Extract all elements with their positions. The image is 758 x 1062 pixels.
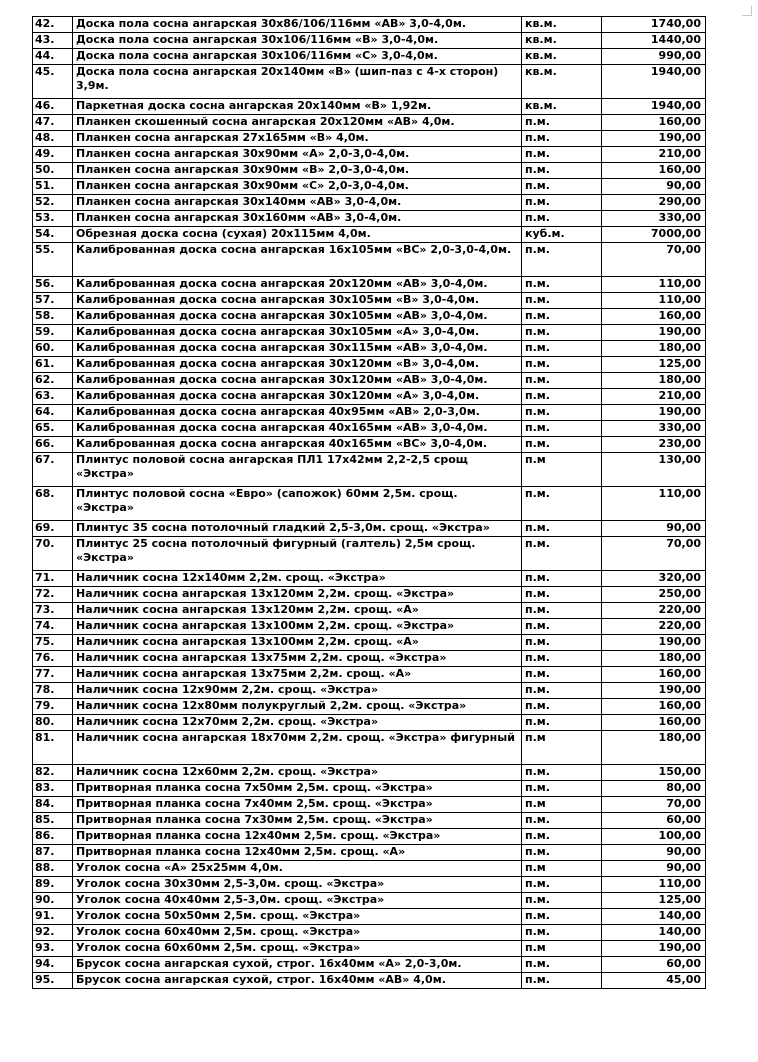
table-row: [33, 957, 706, 973]
table-row: [33, 195, 706, 211]
product-name: Паркетная доска сосна ангарская 20х140мм «В» 1,92м.: [73, 99, 522, 115]
row-number: 82.: [33, 765, 73, 781]
product-name: Калиброванная доска сосна ангарская 30х115мм «АВ» 3,0-4,0м.: [73, 341, 522, 357]
unit-of-measure: п.м.: [522, 909, 602, 925]
unit-of-measure: п.м.: [522, 309, 602, 325]
row-number: 49.: [33, 147, 73, 163]
table-row: [33, 453, 706, 487]
unit-of-measure: п.м.: [522, 521, 602, 537]
unit-of-measure: п.м.: [522, 243, 602, 277]
table-row: [33, 651, 706, 667]
row-number: 66.: [33, 437, 73, 453]
table-row: [33, 49, 706, 65]
unit-of-measure: кв.м.: [522, 17, 602, 33]
table-row: [33, 357, 706, 373]
row-number: 63.: [33, 389, 73, 405]
price-value: 160,00: [602, 115, 706, 131]
product-name: Плинтус 35 сосна потолочный гладкий 2,5-3,0м. срощ. «Экстра»: [73, 521, 522, 537]
table-row: [33, 877, 706, 893]
row-number: 92.: [33, 925, 73, 941]
table-row: [33, 437, 706, 453]
table-row: [33, 325, 706, 341]
unit-of-measure: п.м.: [522, 163, 602, 179]
price-value: 90,00: [602, 861, 706, 877]
unit-of-measure: кв.м.: [522, 33, 602, 49]
price-value: 190,00: [602, 325, 706, 341]
table-row: [33, 373, 706, 389]
row-number: 65.: [33, 421, 73, 437]
product-name: Притворная планка сосна 12х40мм 2,5м. срощ. «Экстра»: [73, 829, 522, 845]
price-value: 110,00: [602, 277, 706, 293]
product-name: Наличник сосна ангарская 18х70мм 2,2м. срощ. «Экстра» фигурный: [73, 731, 522, 765]
product-name: Доска пола сосна ангарская 30х86/106/116мм «АВ» 3,0-4,0м.: [73, 17, 522, 33]
product-name: Калиброванная доска сосна ангарская 30х105мм «АВ» 3,0-4,0м.: [73, 309, 522, 325]
price-value: 80,00: [602, 781, 706, 797]
row-number: 59.: [33, 325, 73, 341]
row-number: 81.: [33, 731, 73, 765]
row-number: 46.: [33, 99, 73, 115]
price-value: 1740,00: [602, 17, 706, 33]
row-number: 94.: [33, 957, 73, 973]
table-row: [33, 537, 706, 571]
product-name: Доска пола сосна ангарская 30х106/116мм «В» 3,0-4,0м.: [73, 33, 522, 49]
row-number: 79.: [33, 699, 73, 715]
unit-of-measure: п.м: [522, 797, 602, 813]
price-value: 190,00: [602, 941, 706, 957]
price-table-body: [33, 17, 706, 989]
price-value: 180,00: [602, 731, 706, 765]
unit-of-measure: п.м.: [522, 715, 602, 731]
price-value: 125,00: [602, 893, 706, 909]
unit-of-measure: п.м.: [522, 973, 602, 989]
table-row: [33, 115, 706, 131]
table-row: [33, 765, 706, 781]
product-name: Планкен скошенный сосна ангарская 20х120мм «АВ» 4,0м.: [73, 115, 522, 131]
table-row: [33, 309, 706, 325]
table-row: [33, 893, 706, 909]
product-name: Уголок сосна 50х50мм 2,5м. срощ. «Экстра»: [73, 909, 522, 925]
row-number: 60.: [33, 341, 73, 357]
unit-of-measure: п.м.: [522, 683, 602, 699]
row-number: 64.: [33, 405, 73, 421]
table-row: [33, 731, 706, 765]
price-value: 180,00: [602, 651, 706, 667]
price-value: 130,00: [602, 453, 706, 487]
product-name: Наличник сосна ангарская 13х75мм 2,2м. срощ. «Экстра»: [73, 651, 522, 667]
row-number: 87.: [33, 845, 73, 861]
unit-of-measure: п.м.: [522, 293, 602, 309]
product-name: Уголок сосна «А» 25х25мм 4,0м.: [73, 861, 522, 877]
unit-of-measure: п.м.: [522, 845, 602, 861]
table-row: [33, 163, 706, 179]
table-row: [33, 925, 706, 941]
product-name: Наличник сосна ангарская 13х100мм 2,2м. срощ. «Экстра»: [73, 619, 522, 635]
price-value: 60,00: [602, 813, 706, 829]
price-value: 110,00: [602, 293, 706, 309]
table-row: [33, 587, 706, 603]
product-name: Наличник сосна 12х90мм 2,2м. срощ. «Экстра»: [73, 683, 522, 699]
unit-of-measure: п.м.: [522, 699, 602, 715]
unit-of-measure: п.м: [522, 731, 602, 765]
row-number: 48.: [33, 131, 73, 147]
price-value: 70,00: [602, 797, 706, 813]
price-value: 90,00: [602, 521, 706, 537]
product-name: Брусок сосна ангарская сухой, строг. 16х40мм «А» 2,0-3,0м.: [73, 957, 522, 973]
product-name: Притворная планка сосна 7х50мм 2,5м. срощ. «Экстра»: [73, 781, 522, 797]
table-row: [33, 813, 706, 829]
row-number: 88.: [33, 861, 73, 877]
product-name: Калиброванная доска сосна ангарская 20х120мм «АВ» 3,0-4,0м.: [73, 277, 522, 293]
table-row: [33, 487, 706, 521]
row-number: 42.: [33, 17, 73, 33]
product-name: Калиброванная доска сосна ангарская 30х120мм «АВ» 3,0-4,0м.: [73, 373, 522, 389]
table-row: [33, 421, 706, 437]
table-row: [33, 715, 706, 731]
unit-of-measure: п.м.: [522, 893, 602, 909]
row-number: 74.: [33, 619, 73, 635]
table-row: [33, 941, 706, 957]
unit-of-measure: кв.м.: [522, 99, 602, 115]
row-number: 72.: [33, 587, 73, 603]
unit-of-measure: п.м.: [522, 147, 602, 163]
unit-of-measure: п.м.: [522, 487, 602, 521]
table-row: [33, 99, 706, 115]
product-name: Наличник сосна ангарская 13х120мм 2,2м. срощ. «Экстра»: [73, 587, 522, 603]
product-name: Калиброванная доска сосна ангарская 40х165мм «ВС» 3,0-4,0м.: [73, 437, 522, 453]
table-row: [33, 131, 706, 147]
unit-of-measure: п.м.: [522, 131, 602, 147]
page-corner-mark: [742, 6, 752, 16]
row-number: 44.: [33, 49, 73, 65]
row-number: 80.: [33, 715, 73, 731]
table-row: [33, 521, 706, 537]
product-name: Калиброванная доска сосна ангарская 30х120мм «В» 3,0-4,0м.: [73, 357, 522, 373]
row-number: 56.: [33, 277, 73, 293]
table-row: [33, 341, 706, 357]
table-row: [33, 179, 706, 195]
table-row: [33, 243, 706, 277]
product-name: Калиброванная доска сосна ангарская 16х105мм «ВС» 2,0-3,0-4,0м.: [73, 243, 522, 277]
row-number: 78.: [33, 683, 73, 699]
price-table: [32, 16, 706, 989]
price-value: 160,00: [602, 667, 706, 683]
row-number: 47.: [33, 115, 73, 131]
price-value: 220,00: [602, 619, 706, 635]
product-name: Уголок сосна 30х30мм 2,5-3,0м. срощ. «Экстра»: [73, 877, 522, 893]
table-row: [33, 845, 706, 861]
unit-of-measure: п.м.: [522, 635, 602, 651]
table-row: [33, 667, 706, 683]
price-value: 190,00: [602, 683, 706, 699]
table-row: [33, 277, 706, 293]
unit-of-measure: п.м.: [522, 437, 602, 453]
product-name: Плинтус 25 сосна потолочный фигурный (галтель) 2,5м срощ. «Экстра»: [73, 537, 522, 571]
table-row: [33, 65, 706, 99]
unit-of-measure: п.м.: [522, 571, 602, 587]
row-number: 73.: [33, 603, 73, 619]
product-name: Плинтус половой сосна ангарская ПЛ1 17х42мм 2,2-2,5 срощ «Экстра»: [73, 453, 522, 487]
price-value: 230,00: [602, 437, 706, 453]
row-number: 75.: [33, 635, 73, 651]
product-name: Притворная планка сосна 7х30мм 2,5м. срощ. «Экстра»: [73, 813, 522, 829]
product-name: Калиброванная доска сосна ангарская 40х165мм «АВ» 3,0-4,0м.: [73, 421, 522, 437]
price-value: 990,00: [602, 49, 706, 65]
table-row: [33, 405, 706, 421]
unit-of-measure: п.м.: [522, 277, 602, 293]
table-row: [33, 33, 706, 49]
price-value: 100,00: [602, 829, 706, 845]
product-name: Наличник сосна ангарская 13х100мм 2,2м. срощ. «А»: [73, 635, 522, 651]
unit-of-measure: п.м.: [522, 357, 602, 373]
price-value: 70,00: [602, 243, 706, 277]
price-value: 90,00: [602, 179, 706, 195]
product-name: Калиброванная доска сосна ангарская 40х95мм «АВ» 2,0-3,0м.: [73, 405, 522, 421]
row-number: 83.: [33, 781, 73, 797]
row-number: 69.: [33, 521, 73, 537]
price-value: 60,00: [602, 957, 706, 973]
price-value: 210,00: [602, 389, 706, 405]
table-row: [33, 211, 706, 227]
product-name: Притворная планка сосна 12х40мм 2,5м. срощ. «А»: [73, 845, 522, 861]
product-name: Наличник сосна ангарская 13х120мм 2,2м. срощ. «А»: [73, 603, 522, 619]
row-number: 54.: [33, 227, 73, 243]
unit-of-measure: п.м.: [522, 115, 602, 131]
product-name: Наличник сосна 12х140мм 2,2м. срощ. «Экстра»: [73, 571, 522, 587]
unit-of-measure: п.м.: [522, 405, 602, 421]
product-name: Планкен сосна ангарская 30х140мм «АВ» 3,0-4,0м.: [73, 195, 522, 211]
table-row: [33, 389, 706, 405]
unit-of-measure: п.м: [522, 453, 602, 487]
price-value: 220,00: [602, 603, 706, 619]
price-value: 125,00: [602, 357, 706, 373]
table-row: [33, 861, 706, 877]
row-number: 86.: [33, 829, 73, 845]
row-number: 52.: [33, 195, 73, 211]
product-name: Доска пола сосна ангарская 20х140мм «В» (шип-паз с 4-х сторон) 3,9м.: [73, 65, 522, 99]
price-value: 290,00: [602, 195, 706, 211]
price-value: 190,00: [602, 131, 706, 147]
row-number: 90.: [33, 893, 73, 909]
price-list-page: [32, 16, 705, 989]
price-value: 70,00: [602, 537, 706, 571]
unit-of-measure: кв.м.: [522, 49, 602, 65]
row-number: 76.: [33, 651, 73, 667]
price-value: 160,00: [602, 699, 706, 715]
unit-of-measure: п.м.: [522, 925, 602, 941]
table-row: [33, 797, 706, 813]
unit-of-measure: п.м.: [522, 781, 602, 797]
row-number: 61.: [33, 357, 73, 373]
price-value: 1940,00: [602, 99, 706, 115]
product-name: Наличник сосна 12х60мм 2,2м. срощ. «Экстра»: [73, 765, 522, 781]
product-name: Калиброванная доска сосна ангарская 30х105мм «А» 3,0-4,0м.: [73, 325, 522, 341]
unit-of-measure: п.м.: [522, 957, 602, 973]
row-number: 89.: [33, 877, 73, 893]
product-name: Калиброванная доска сосна ангарская 30х120мм «А» 3,0-4,0м.: [73, 389, 522, 405]
unit-of-measure: п.м.: [522, 179, 602, 195]
table-row: [33, 227, 706, 243]
table-row: [33, 973, 706, 989]
unit-of-measure: п.м.: [522, 373, 602, 389]
unit-of-measure: п.м.: [522, 667, 602, 683]
table-row: [33, 293, 706, 309]
table-row: [33, 147, 706, 163]
row-number: 67.: [33, 453, 73, 487]
row-number: 51.: [33, 179, 73, 195]
price-value: 1440,00: [602, 33, 706, 49]
unit-of-measure: п.м.: [522, 813, 602, 829]
unit-of-measure: п.м.: [522, 619, 602, 635]
product-name: Наличник сосна 12х70мм 2,2м. срощ. «Экстра»: [73, 715, 522, 731]
product-name: Уголок сосна 60х60мм 2,5м. срощ. «Экстра»: [73, 941, 522, 957]
table-row: [33, 781, 706, 797]
price-value: 90,00: [602, 845, 706, 861]
table-row: [33, 909, 706, 925]
product-name: Уголок сосна 60х40мм 2,5м. срощ. «Экстра»: [73, 925, 522, 941]
product-name: Планкен сосна ангарская 30х90мм «А» 2,0-3,0-4,0м.: [73, 147, 522, 163]
unit-of-measure: п.м.: [522, 195, 602, 211]
row-number: 70.: [33, 537, 73, 571]
price-value: 330,00: [602, 421, 706, 437]
row-number: 71.: [33, 571, 73, 587]
product-name: Планкен сосна ангарская 30х90мм «С» 2,0-3,0-4,0м.: [73, 179, 522, 195]
table-row: [33, 571, 706, 587]
product-name: Планкен сосна ангарская 30х90мм «В» 2,0-3,0-4,0м.: [73, 163, 522, 179]
unit-of-measure: кв.м.: [522, 65, 602, 99]
price-value: 250,00: [602, 587, 706, 603]
unit-of-measure: п.м.: [522, 325, 602, 341]
price-value: 160,00: [602, 309, 706, 325]
product-name: Калиброванная доска сосна ангарская 30х105мм «В» 3,0-4,0м.: [73, 293, 522, 309]
unit-of-measure: п.м.: [522, 829, 602, 845]
product-name: Доска пола сосна ангарская 30х106/116мм «С» 3,0-4,0м.: [73, 49, 522, 65]
row-number: 58.: [33, 309, 73, 325]
row-number: 53.: [33, 211, 73, 227]
price-value: 180,00: [602, 341, 706, 357]
row-number: 43.: [33, 33, 73, 49]
row-number: 45.: [33, 65, 73, 99]
table-row: [33, 829, 706, 845]
table-row: [33, 17, 706, 33]
row-number: 85.: [33, 813, 73, 829]
unit-of-measure: п.м.: [522, 389, 602, 405]
product-name: Планкен сосна ангарская 27х165мм «В» 4,0м.: [73, 131, 522, 147]
price-value: 140,00: [602, 909, 706, 925]
row-number: 84.: [33, 797, 73, 813]
price-value: 320,00: [602, 571, 706, 587]
product-name: Обрезная доска сосна (сухая) 20х115мм 4,0м.: [73, 227, 522, 243]
price-value: 330,00: [602, 211, 706, 227]
unit-of-measure: п.м.: [522, 341, 602, 357]
unit-of-measure: п.м.: [522, 421, 602, 437]
unit-of-measure: п.м: [522, 861, 602, 877]
row-number: 95.: [33, 973, 73, 989]
unit-of-measure: п.м.: [522, 537, 602, 571]
unit-of-measure: п.м.: [522, 211, 602, 227]
row-number: 68.: [33, 487, 73, 521]
row-number: 77.: [33, 667, 73, 683]
price-value: 7000,00: [602, 227, 706, 243]
row-number: 91.: [33, 909, 73, 925]
table-row: [33, 699, 706, 715]
product-name: Планкен сосна ангарская 30х160мм «АВ» 3,0-4,0м.: [73, 211, 522, 227]
table-row: [33, 635, 706, 651]
price-value: 1940,00: [602, 65, 706, 99]
product-name: Брусок сосна ангарская сухой, строг. 16х40мм «АВ» 4,0м.: [73, 973, 522, 989]
price-value: 150,00: [602, 765, 706, 781]
unit-of-measure: п.м.: [522, 877, 602, 893]
product-name: Наличник сосна 12х80мм полукруглый 2,2м. срощ. «Экстра»: [73, 699, 522, 715]
product-name: Уголок сосна 40х40мм 2,5-3,0м. срощ. «Экстра»: [73, 893, 522, 909]
price-value: 190,00: [602, 635, 706, 651]
price-value: 160,00: [602, 163, 706, 179]
row-number: 55.: [33, 243, 73, 277]
price-value: 160,00: [602, 715, 706, 731]
product-name: Притворная планка сосна 7х40мм 2,5м. срощ. «Экстра»: [73, 797, 522, 813]
price-value: 110,00: [602, 877, 706, 893]
unit-of-measure: п.м.: [522, 765, 602, 781]
price-value: 110,00: [602, 487, 706, 521]
price-value: 140,00: [602, 925, 706, 941]
row-number: 62.: [33, 373, 73, 389]
unit-of-measure: п.м.: [522, 587, 602, 603]
row-number: 50.: [33, 163, 73, 179]
price-value: 190,00: [602, 405, 706, 421]
price-value: 180,00: [602, 373, 706, 389]
price-value: 45,00: [602, 973, 706, 989]
unit-of-measure: п.м.: [522, 651, 602, 667]
table-row: [33, 683, 706, 699]
unit-of-measure: п.м: [522, 941, 602, 957]
table-row: [33, 619, 706, 635]
table-row: [33, 603, 706, 619]
row-number: 57.: [33, 293, 73, 309]
product-name: Наличник сосна ангарская 13х75мм 2,2м. срощ. «А»: [73, 667, 522, 683]
price-value: 210,00: [602, 147, 706, 163]
product-name: Плинтус половой сосна «Евро» (сапожок) 60мм 2,5м. срощ. «Экстра»: [73, 487, 522, 521]
unit-of-measure: куб.м.: [522, 227, 602, 243]
row-number: 93.: [33, 941, 73, 957]
unit-of-measure: п.м.: [522, 603, 602, 619]
